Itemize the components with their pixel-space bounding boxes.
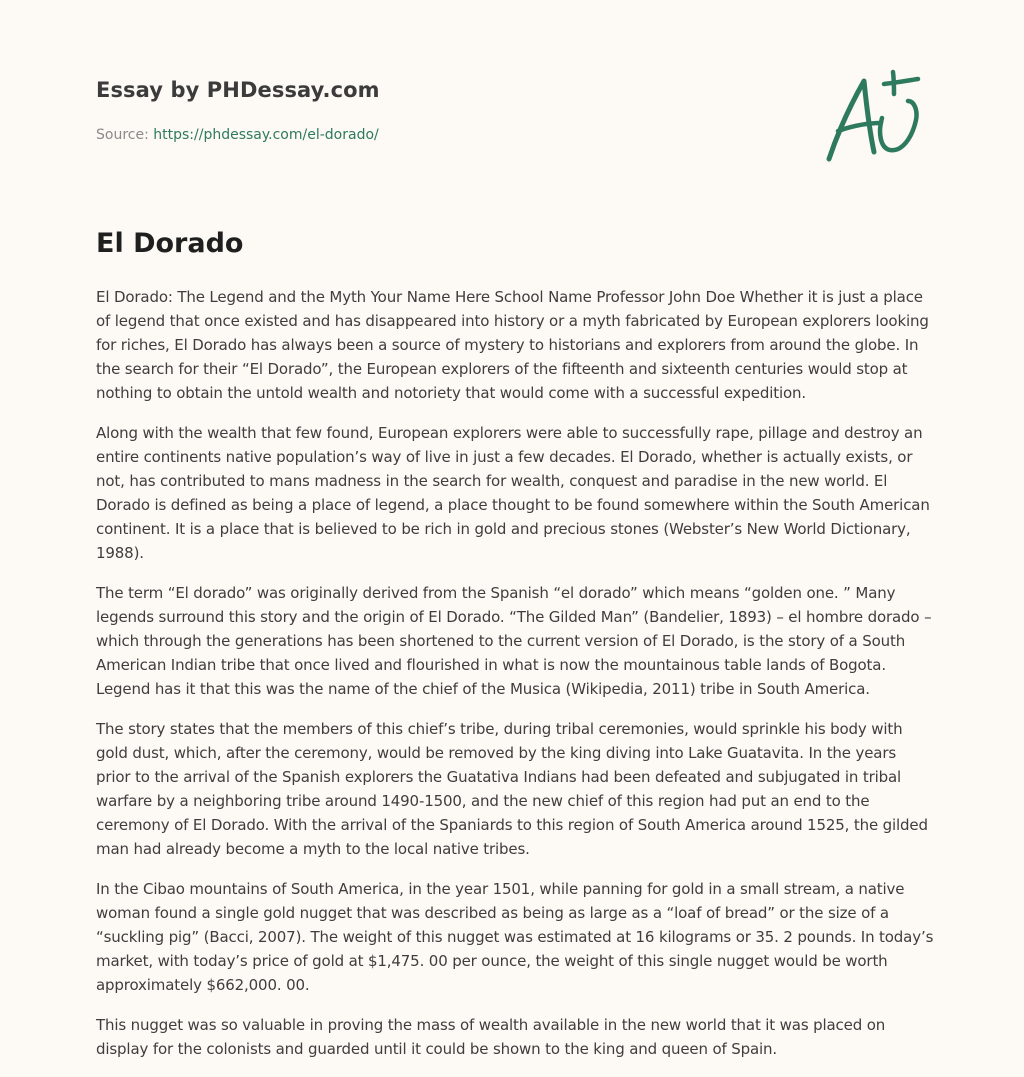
- essay-paragraph: This nugget was so valuable in proving the mass of wealth available in the new world that it was placed on display for the colonists and guarded until it could be shown to the king and queen of Spain.: [96, 1016, 886, 1058]
- essay-paragraph: In the Cibao mountains of South America, in the year 1501, while panning for gold in a small stream, a native woman found a single gold nugget that was described as being as large as a “loaf of bread” or the size of a “suckling pig” (Bacci, 2007). The weight of this nugget was estimated at 16 kilograms or 35. 2 pounds. In today’s market, with today’s price of gold at $1,475. 00 per ounce, the weight of this single nugget would be worth approximately $662,000. 00.: [96, 880, 934, 994]
- source-link[interactable]: https://phdessay.com/el-dorado/: [153, 127, 379, 143]
- essay-paragraph: The term “El dorado” was originally derived from the Spanish “el dorado” which means “golden one. ” Many legends surround this story and the origin of El Dorado. “The Gilded Man” (Bandelier, 1893) – el hombre dorado – which through the generations has been shortened to the current version of El Dorado, is the story of a South American Indian tribe that once lived and flourished in what is now the mountainous table lands of Bogota. Legend has it that this was the name of the chief of the Musica (Wikipedia, 2011) tribe in South America.: [96, 584, 932, 698]
- essay-paragraph: The story states that the members of this chief’s tribe, during tribal ceremonies, would sprinkle his body with gold dust, which, after the ceremony, would be removed by the king diving into Lake Guatavita. In the years prior to the arrival of the Spanish explorers the Guatativa Indians had been defeated and subjugated in tribal warfare by a neighboring tribe around 1490-1500, and the new chief of this region had put an end to the ceremony of El Dorado. With the arrival of the Spaniards to this region of South America around 1525, the gilded man had already become a myth to the local native tribes.: [96, 720, 928, 858]
- essay-body: [96, 285, 934, 1077]
- essay-title: El Dorado: [96, 228, 244, 259]
- page-header: [96, 76, 928, 145]
- essay-paragraph: El Dorado: The Legend and the Myth Your Name Here School Name Professor John Doe Whether it is just a place of legend that once existed and has disappeared into history or a myth fabricated by European explorers looking for riches, El Dorado has always been a source of mystery to historians and explorers from around the globe. In the search for their “El Dorado”, the European explorers of the fifteenth and sixteenth centuries would stop at nothing to obtain the untold wealth and notoriety that would come with a successful expedition.: [96, 288, 929, 402]
- essay-paragraph: Along with the wealth that few found, European explorers were able to successfully rape, pillage and destroy an entire continents native population’s way of live in just a few decades. El Dorado, whether is actually exists, or not, has contributed to mans madness in the search for wealth, conquest and paradise in the new world. El Dorado is defined as being a place of legend, a place thought to be found somewhere within the South American continent. It is a place that is believed to be rich in gold and precious stones (Webster’s New World Dictionary, 1988).: [96, 424, 930, 562]
- source-line: [96, 125, 928, 145]
- site-title: Essay by PHDessay.com: [96, 78, 380, 102]
- a-plus-grade-icon: [822, 68, 930, 168]
- source-label: Source:: [96, 127, 149, 143]
